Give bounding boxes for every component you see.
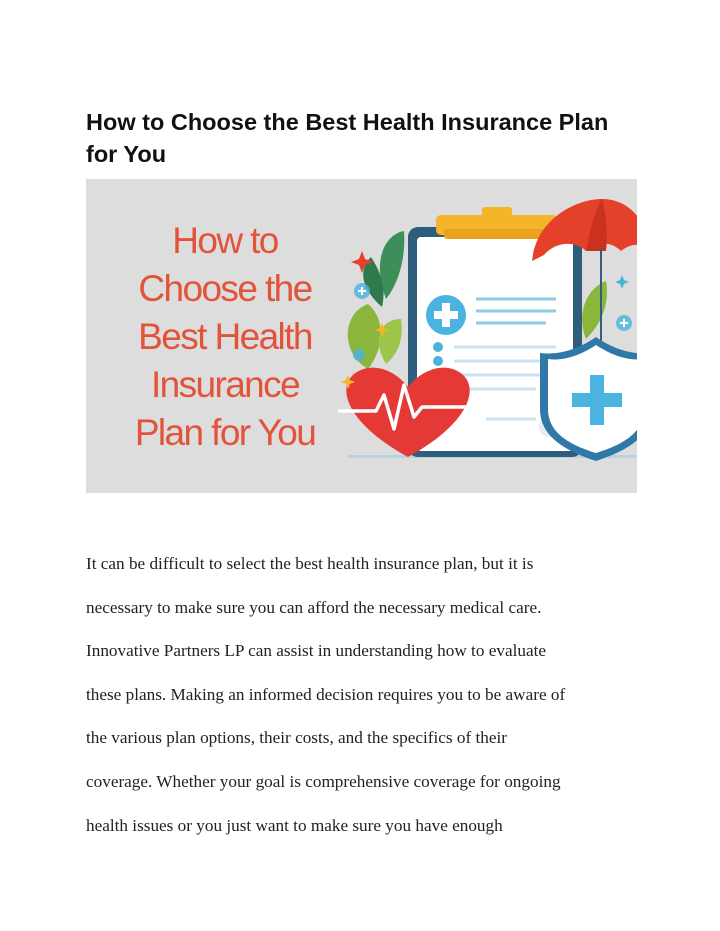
hero-text-line: Plan for You [134, 412, 316, 453]
paragraph-line: Innovative Partners LP can assist in understanding how to evaluate [86, 641, 546, 661]
paragraph-line: the various plan options, their costs, and the specifics of their [86, 728, 507, 748]
hero-text-line: Best Health [138, 316, 312, 357]
paragraph-line: health issues or you just want to make sure you have enough [86, 815, 503, 835]
hero-text-line: Choose the [138, 268, 312, 309]
medical-plus-icon [426, 295, 466, 335]
article-title: How to Choose the Best Health Insurance Plan for You [86, 109, 609, 167]
paragraph-line: necessary to make sure you can afford the necessary medical care. [86, 597, 542, 617]
paragraph-line: coverage. Whether your goal is comprehensive coverage for ongoing [86, 771, 561, 791]
article-paragraph [86, 548, 646, 853]
hero-image [86, 179, 637, 493]
hero-text-line: Insurance [150, 364, 300, 405]
hero-title-text [100, 217, 350, 457]
hero-text-line: How to [172, 220, 278, 261]
paragraph-line: these plans. Making an informed decision requires you to be aware of [86, 684, 566, 704]
paragraph-line: It can be difficult to select the best health insurance plan, but it is [86, 554, 534, 573]
